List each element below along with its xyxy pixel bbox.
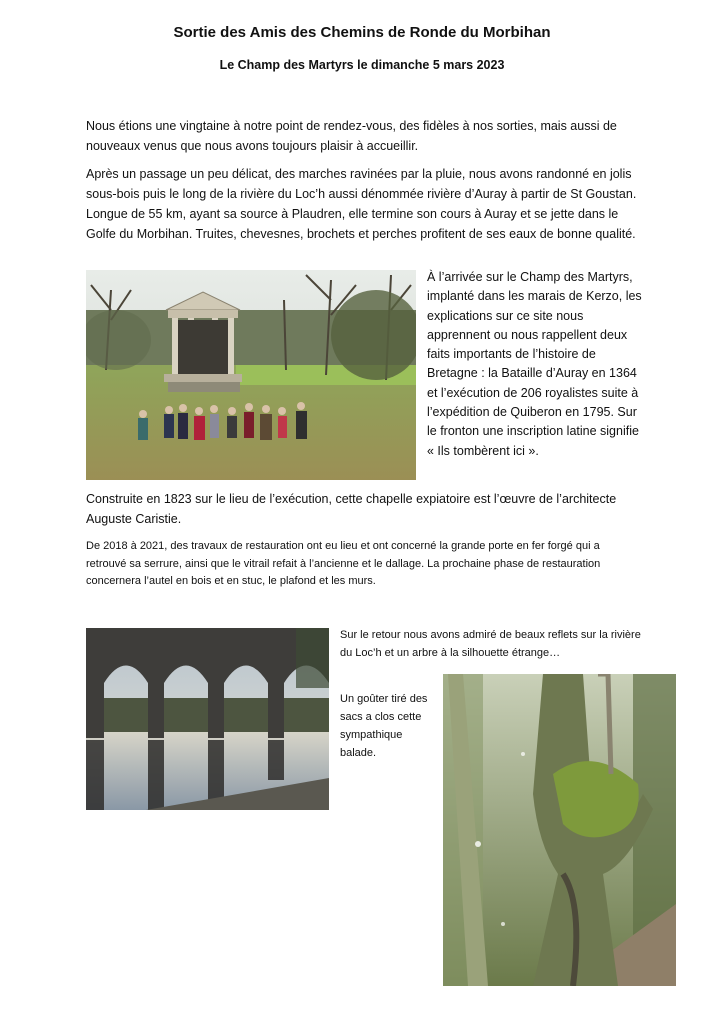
paragraph-river: Après un passage un peu délicat, des marches ravinées par la pluie, nous avons randonné en jolis sous-bois puis le long de la rivière du Loc’h aussi dénommée rivière d’Auray à partir de St Goustan. Longue de 55 km, ayant sa source à Plaudren, elle termine son cours à Auray et se jette dans le Golfe du Morbihan. Truites, chevesnes, brochets et perches profitent de ses eaux de bonne qualité. bbox=[86, 167, 637, 241]
paragraph-snack: Un goûter tiré des sacs a clos cette sympathique balade. bbox=[340, 693, 428, 759]
mossy-tree-photo bbox=[443, 674, 676, 986]
paragraph-chapel: Construite en 1823 sur le lieu de l’exécution, cette chapelle expiatoire est l’œuvre de l’architecte Auguste Caristie. bbox=[86, 492, 617, 526]
page-subtitle: Le Champ des Martyrs le dimanche 5 mars 2023 bbox=[219, 58, 505, 72]
paragraph-champ-des-martyrs: À l’arrivée sur le Champ des Martyrs, implanté dans les marais de Kerzo, les explications sur ce site nous apprennent ou nous rappellent deux faits importants de l’histoire de Bretagne : la Bataille d’Auray en 1364 et l’exécution de 206 royalistes suite à l’expédition de Quiberon en 1795. Sur le fronton une inscription latine signifie « Ils tombèrent ici ». bbox=[427, 270, 642, 458]
paragraph-return: Sur le retour nous avons admiré de beaux reflets sur la rivière du Loc’h et un arbre à la silhouette étrange… bbox=[340, 629, 641, 659]
page-title: Sortie des Amis des Chemins de Ronde du Morbihan bbox=[173, 24, 551, 41]
viaduct-reflection-photo bbox=[86, 628, 329, 810]
paragraph-intro: Nous étions une vingtaine à notre point de rendez-vous, des fidèles à nos sorties, mais aussi de nouveaux venus que nous avons toujours plaisir à accueillir. bbox=[86, 119, 617, 153]
paragraph-restoration: De 2018 à 2021, des travaux de restauration ont eu lieu et ont concerné la grande porte en fer forgé qui a retrouvé sa serrure, ainsi que le vitrail refait à l’ancienne et le dallage. La prochaine phase de restauration concernera l’autel en bois et en stuc, le plafond et les murs. bbox=[86, 540, 601, 587]
chapel-group-photo bbox=[86, 270, 416, 480]
